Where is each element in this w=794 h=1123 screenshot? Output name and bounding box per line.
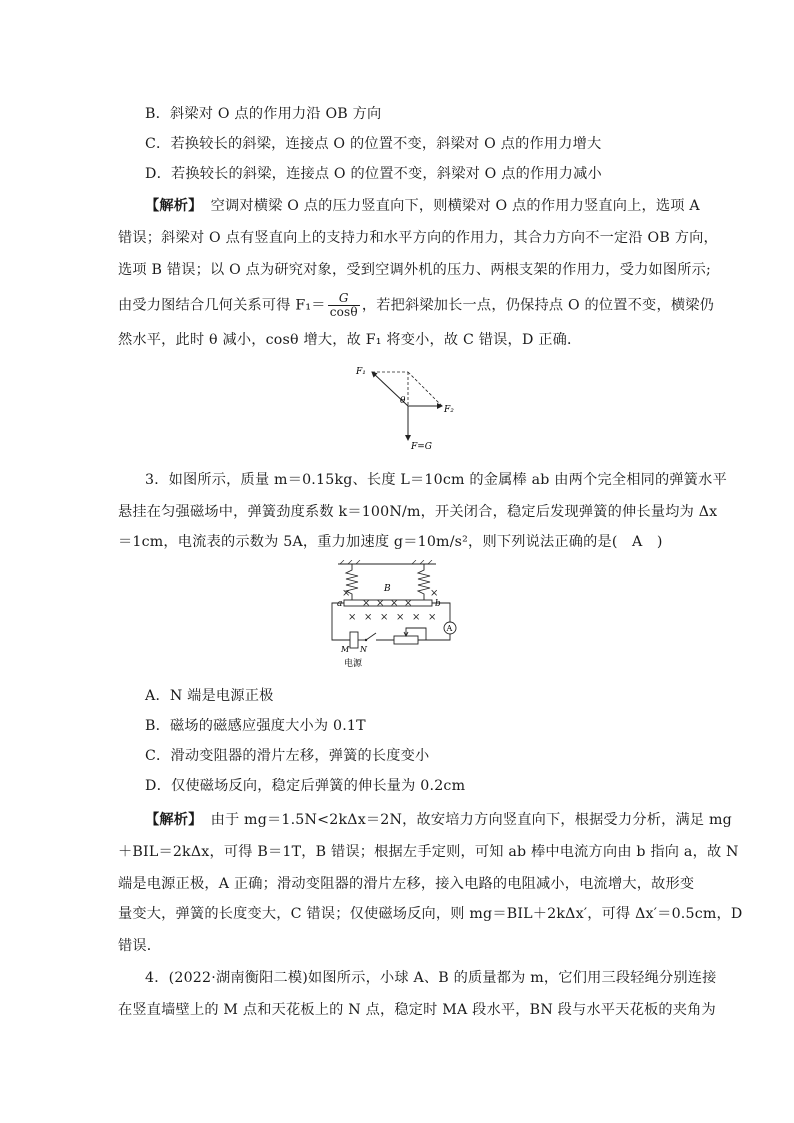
svg-text:×: × [390, 598, 399, 609]
q3-analysis-line-3: 端是电源正极，A 正确；滑动变阻器的滑片左移，接入电路的电阻减小，电流增大，故形变 [118, 876, 695, 892]
q3-analysis-tag: 【解析】 [145, 812, 203, 828]
theta-label: θ [400, 396, 406, 406]
q3-analysis-line-2: ＋BIL＝2kΔx，可得 B＝1T，B 错误；根据左手定则，可知 ab 棒中电流方向由 b 指向 a，故 N [118, 844, 739, 860]
right-spring [418, 564, 430, 600]
q4-stem-line-1: 4．(2022·湖南衡阳二模)如图所示，小球 A、B 的质量都为 m，它们用三段轻绳分别连接 [145, 970, 717, 986]
q3-stem-line-3: ＝1cm，电流表的示数为 5A，重力加速度 g＝10m/s²，则下列说法正确的是( A ) [118, 534, 663, 550]
svg-text:×: × [430, 588, 439, 599]
q2-analysis-text-1: 空调对横梁 O 点的压力竖直向下，则横梁对 O 点的作用力竖直向上，选项 A [210, 198, 700, 214]
circuit-diagram [322, 560, 466, 676]
q2-option-d: D．若换较长的斜梁，连接点 O 的位置不变，斜梁对 O 点的作用力减小 [145, 166, 602, 182]
svg-text:×: × [376, 598, 385, 609]
f2-label: F₂ [444, 405, 454, 415]
q2-option-b: B．斜梁对 O 点的作用力沿 OB 方向 [145, 106, 382, 122]
dashed-diagonal [408, 372, 442, 406]
q2-formula-prefix: 由受力图结合几何关系可得 F₁＝ [118, 297, 326, 314]
q3-option-d: D．仅使磁场反向，稳定后弹簧的伸长量为 0.2cm [145, 778, 466, 794]
q3-analysis-text-1: 由于 mg＝1.5N<2kΔx＝2N，故安培力方向竖直向下，根据受力分析，满足 mg [210, 812, 732, 828]
q2-analysis-line-3: 选项 B 错误；以 O 点为研究对象，受到空调外机的压力、两根支架的作用力，受力如图所示; [118, 262, 712, 278]
b-field-label: B [384, 584, 391, 594]
svg-text:×: × [348, 612, 357, 623]
ceiling-hatch [340, 560, 432, 564]
q2-formula-suffix: ，若把斜梁加长一点，仍保持点 O 的位置不变，横梁仍 [361, 297, 714, 314]
q3-analysis-line-4: 量变大，弹簧的长度变大，C 错误；仅使磁场反向，则 mg＝BIL＋2kΔx′，可得 Δx′＝0.5cm，D [118, 906, 743, 922]
q2-fraction-denominator: cosθ [329, 305, 358, 319]
q3-stem-line-1: 3．如图所示，质量 m＝0.15kg、长度 L＝10cm 的金属棒 ab 由两个完全相同的弹簧水平 [145, 472, 727, 488]
source-label: 电源 [344, 659, 363, 669]
q3-analysis-line-5: 错误． [118, 938, 162, 954]
bottom-right-wire [418, 634, 450, 640]
f1-label: F₁ [356, 367, 366, 377]
force-diagram [350, 362, 460, 456]
q3-analysis-line-1 [145, 810, 732, 830]
ammeter-label: A [446, 624, 453, 633]
metal-rod [344, 600, 432, 606]
rod-end-a: a [337, 599, 343, 609]
rod-end-b: b [435, 599, 441, 609]
q2-analysis-line-1 [145, 196, 705, 216]
q2-analysis-line-5: 然水平，此时 θ 减小，cosθ 增大，故 F₁ 将变小，故 C 错误，D 正确． [118, 332, 582, 348]
switch-blade [366, 633, 376, 640]
svg-text:×: × [428, 612, 437, 623]
svg-text:×: × [342, 588, 351, 599]
power-source [350, 632, 358, 648]
q3-option-a: A．N 端是电源正极 [145, 688, 274, 704]
q2-fraction-numerator: G [328, 292, 360, 306]
q3-option-b: B．磁场的磁感应强度大小为 0.1T [145, 718, 366, 734]
svg-text:×: × [404, 598, 413, 609]
q4-stem-line-2: 在竖直墙壁上的 M 点和天花板上的 N 点，稳定时 MA 段水平，BN 段与水平天花板的夹角为 [118, 1002, 716, 1018]
q2-analysis-line-4 [118, 291, 714, 319]
svg-text:×: × [396, 612, 405, 623]
svg-text:×: × [380, 612, 389, 623]
svg-text:×: × [364, 612, 373, 623]
q3-option-c: C．滑动变阻器的滑片左移，弹簧的长度变小 [145, 748, 430, 764]
fg-label: F=G [411, 442, 432, 452]
q3-stem-line-2: 悬挂在匀强磁场中，弹簧劲度系数 k＝100N/m，开关闭合，稳定后发现弹簧的伸长量均为 Δx [118, 504, 718, 520]
svg-text:×: × [412, 612, 421, 623]
q2-analysis-tag: 【解析】 [145, 198, 203, 214]
rheostat [394, 636, 418, 644]
svg-text:×: × [362, 598, 371, 609]
source-terminal-n: N [360, 645, 367, 654]
q2-analysis-line-2: 错误；斜梁对 O 点有竖直向上的支持力和水平方向的作用力，其合力方向不一定沿 OB 方向， [118, 230, 718, 246]
q2-option-c: C．若换较长的斜梁，连接点 O 的位置不变，斜梁对 O 点的作用力增大 [145, 136, 602, 152]
source-terminal-m: M [341, 645, 350, 654]
q2-fraction [328, 292, 360, 319]
